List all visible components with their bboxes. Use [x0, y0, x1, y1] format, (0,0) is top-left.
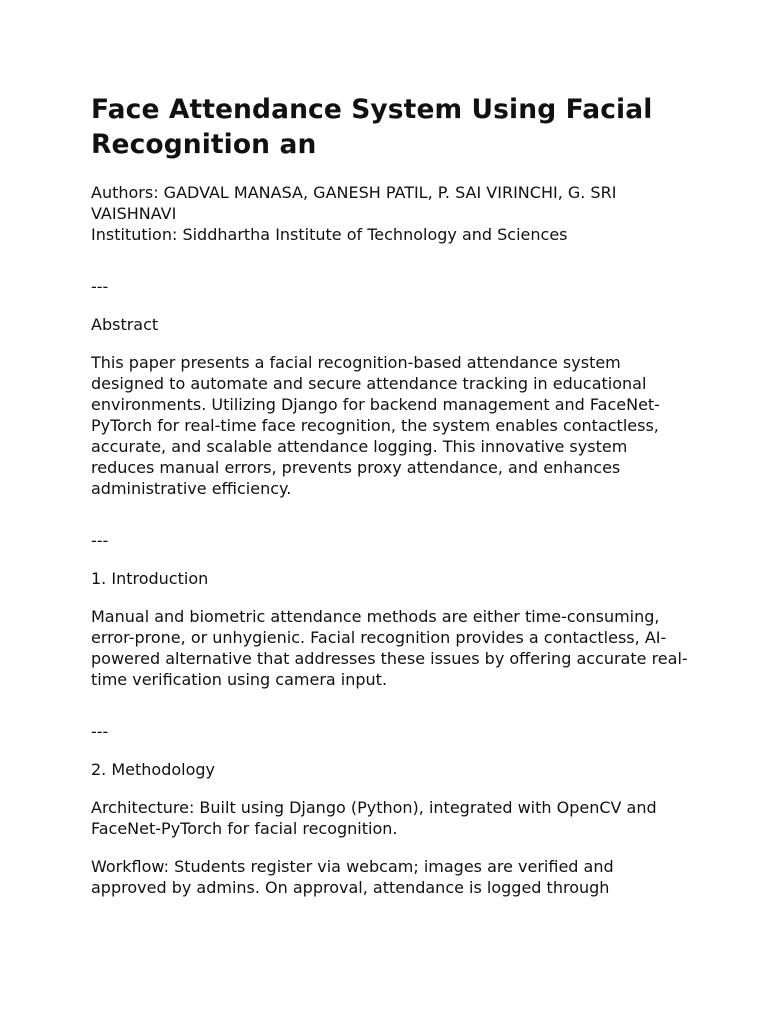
- document-page: [91, 92, 691, 898]
- institution-line: Institution: Siddhartha Institute of Technology and Sciences: [91, 225, 568, 244]
- abstract-text: This paper presents a facial recognition-based attendance system designed to automate and secure attendance tracking in educational environments. Utilizing Django for backend management and FaceNet-PyTorch for real-time face recognition, the system enables contactless, accurate, and scalable attendance logging. This innovative system reduces manual errors, prevents proxy attendance, and enhances administrative efficiency.: [91, 353, 660, 498]
- section-separator: ---: [91, 277, 109, 296]
- methodology-workflow-text: Workflow: Students register via webcam; images are verified and approved by admins. On approval, attendance is logged through: [91, 857, 614, 897]
- methodology-architecture-text: Architecture: Built using Django (Python), integrated with OpenCV and FaceNet-PyTorch for facial recognition.: [91, 798, 657, 838]
- abstract-heading: Abstract: [91, 315, 159, 334]
- methodology-heading: 2. Methodology: [91, 760, 216, 779]
- section-separator: ---: [91, 531, 109, 550]
- introduction-heading: 1. Introduction: [91, 569, 209, 588]
- authors-line: Authors: GADVAL MANASA, GANESH PATIL, P. SAI VIRINCHI, G. SRI VAISHNAVI: [91, 183, 617, 223]
- paper-title: Face Attendance System Using Facial Recognition an: [91, 94, 653, 160]
- section-separator: ---: [91, 722, 109, 741]
- introduction-text: Manual and biometric attendance methods are either time-consuming, error-prone, or unhygienic. Facial recognition provides a contactless, AI-powered alternative that addresses these issues by offering accurate real-time verification using camera input.: [91, 607, 688, 689]
